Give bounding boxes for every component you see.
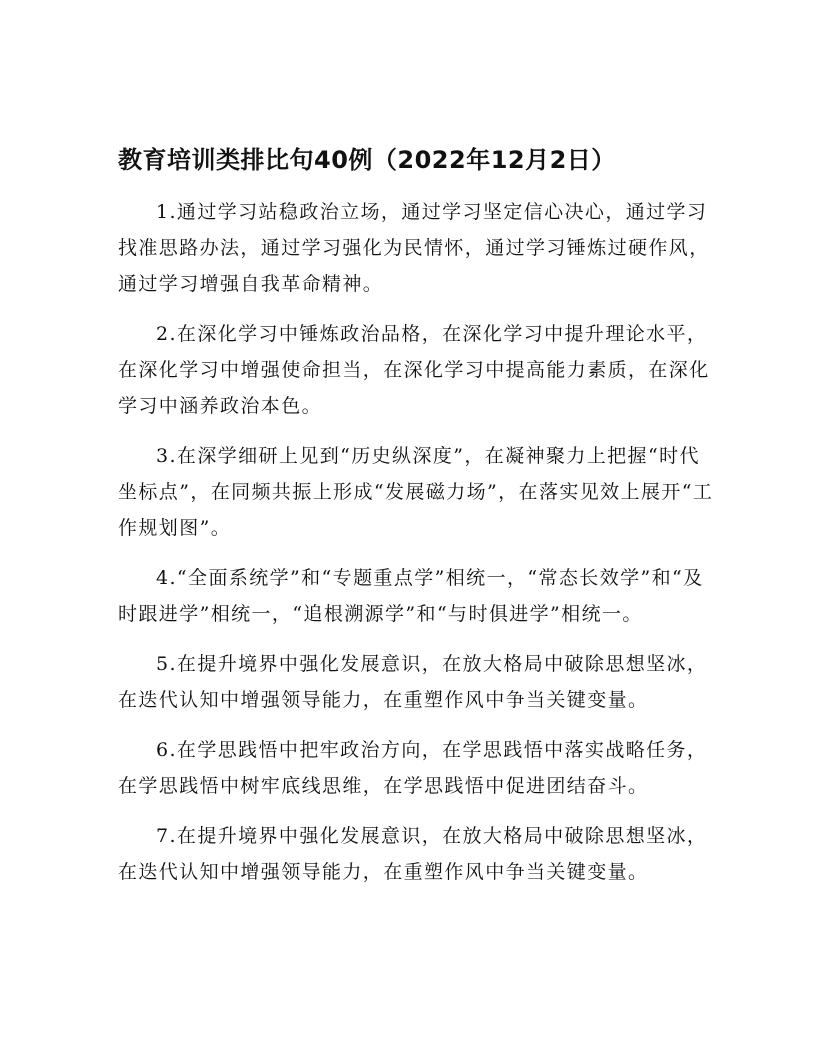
paragraph-4: 4.“全面系统学”和“专题重点学”相统一，“常态长效学”和“及时跟进学”相统一，“追根溯源学”和“与时俱进学”相统一。 (118, 567, 704, 625)
paragraph-2: 2.在深化学习中锤炼政治品格，在深化学习中提升理论水平，在深化学习中增强使命担当，在深化学习中提高能力素质，在深化学习中涵养政治本色。 (118, 323, 710, 417)
paragraph-6: 6.在学思践悟中把牢政治方向，在学思践悟中落实战略任务，在学思践悟中树牢底线思维，在学思践悟中促进团结奋斗。 (118, 739, 708, 797)
paragraph-7: 7.在提升境界中强化发展意识，在放大格局中破除思想坚冰，在迭代认知中增强领导能力，在重塑作风中争当关键变量。 (118, 825, 708, 883)
document-title: 教育培训类排比句40例（2022年12月2日） (118, 146, 616, 174)
paragraph-5: 5.在提升境界中强化发展意识，在放大格局中破除思想坚冰，在迭代认知中增强领导能力，在重塑作风中争当关键变量。 (118, 653, 708, 711)
paragraph-1: 1.通过学习站稳政治立场，通过学习坚定信心决心，通过学习找准思路办法，通过学习强化为民情怀，通过学习锤炼过硬作风，通过学习增强自我革命精神。 (118, 201, 710, 295)
document-body (118, 194, 714, 904)
paragraph-3: 3.在深学细研上见到“历史纵深度”，在凝神聚力上把握“时代坐标点”，在同频共振上形成“发展磁力场”，在落实见效上展开“工作规划图”。 (118, 445, 714, 539)
